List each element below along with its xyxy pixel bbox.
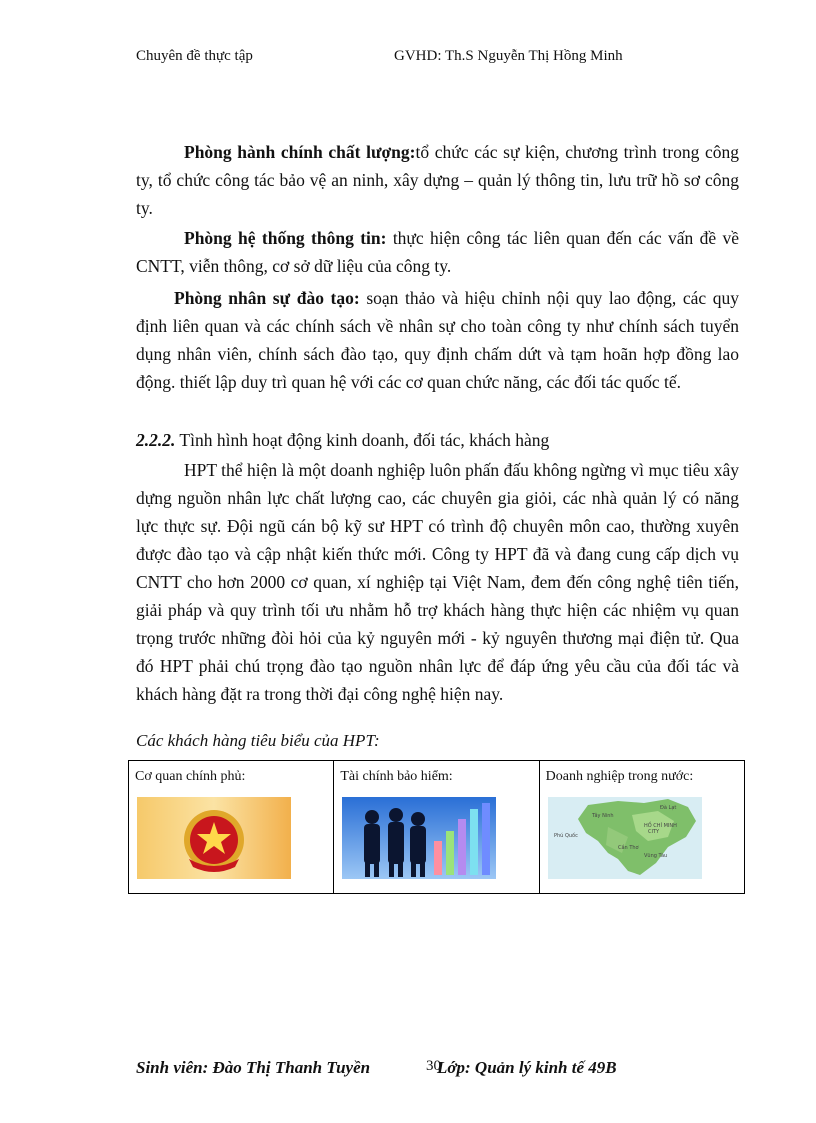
paragraph-title: Phòng hành chính chất lượng: (184, 142, 416, 162)
footer-class: Lớp: Quản lý kinh tế 49B (437, 1058, 617, 1077)
svg-text:Cần Thơ: Cần Thơ (617, 845, 639, 851)
footer-page-number: 30 (426, 1058, 441, 1074)
customers-table (128, 760, 745, 894)
svg-text:Đà Lạt: Đà Lạt (659, 805, 676, 811)
customer-cell-domestic-enterprise (539, 761, 744, 894)
customers-caption: Các khách hàng tiêu biểu của HPT: (136, 731, 380, 750)
paragraph-hr-training (136, 284, 739, 396)
paragraph-info-systems (136, 224, 739, 280)
section-number: 2.2.2. (136, 430, 176, 450)
customer-cell-government (129, 761, 334, 894)
header-topic: Chuyên đề thực tập (136, 48, 253, 64)
section-heading (136, 426, 739, 454)
svg-text:Tây Ninh: Tây Ninh (591, 813, 614, 819)
customer-cell-finance (334, 761, 539, 894)
svg-text:CITY: CITY (647, 829, 659, 835)
paragraph-business-overview (136, 456, 739, 708)
customer-label: Doanh nghiệp trong nước: (545, 769, 694, 784)
paragraph-title: Phòng hệ thống thông tin: (184, 228, 387, 248)
paragraph-body: thực hiện công tác liên quan đến các vấn đề về CNTT, viễn thông, cơ sở dữ liệu của công ty. (136, 228, 739, 276)
customer-label: Cơ quan chính phủ: (135, 769, 246, 784)
paragraph-title: Phòng nhân sự đào tạo: (174, 288, 360, 308)
paragraph-body: tổ chức các sự kiện, chương trình trong công ty, tổ chức công tác bảo vệ an ninh, xây dựng – quản lý thông tin, lưu trữ hồ sơ công ty. (136, 142, 739, 218)
svg-text:HỒ CHÍ MINH: HỒ CHÍ MINH (643, 823, 677, 829)
business-people-chart-icon (342, 797, 496, 879)
national-emblem-icon (137, 797, 291, 879)
header-supervisor: GVHD: Th.S Nguyễn Thị Hồng Minh (394, 48, 623, 64)
footer-student: Sinh viên: Đào Thị Thanh Tuyền (136, 1058, 371, 1077)
southern-vietnam-map-icon (548, 797, 702, 879)
customer-label: Tài chính bảo hiểm: (340, 769, 453, 784)
svg-text:Vũng Tàu: Vũng Tàu (643, 853, 667, 859)
section-title: Tình hình hoạt động kinh doanh, đối tác, khách hàng (175, 430, 550, 450)
paragraph-body: soạn thảo và hiệu chỉnh nội quy lao động, các quy định liên quan và các chính sách về nhân sự cho toàn công ty như chính sách tuyển dụng nhân viên, chính sách đào tạo, quy định chấm dứt và tạm hoãn hợp đồng lao động. thiết lập duy trì quan hệ với các cơ quan chức năng, các đối tác quốc tế. (136, 288, 739, 392)
paragraph-admin-quality (136, 138, 739, 222)
svg-text:Phú Quốc: Phú Quốc (553, 833, 578, 839)
paragraph-body: HPT thể hiện là một doanh nghiệp luôn phấn đấu không ngừng vì mục tiêu xây dựng nguồn nhân lực chất lượng cao, các chuyên gia giỏi, các nhà quản lý có năng lực thực sự. Đội ngũ cán bộ kỹ sư HPT có trình độ chuyên môn cao, thường xuyên được đào tạo và cập nhật kiến thức mới. Công ty HPT đã và đang cung cấp dịch vụ CNTT cho hơn 2000 cơ quan, xí nghiệp tại Việt Nam, đem đến công nghệ tiên tiến, giải pháp và quy trình tối ưu nhằm hỗ trợ khách hàng thực hiện các nhiệm vụ quan trọng trước những đòi hỏi của kỷ nguyên mới - kỷ nguyên thương mại điện tử. Qua đó HPT phải chú trọng đào tạo nguồn nhân lực để đáp ứng yêu cầu của đối tác và khách hàng đặt ra trong thời đại công nghệ hiện nay. (136, 460, 739, 704)
